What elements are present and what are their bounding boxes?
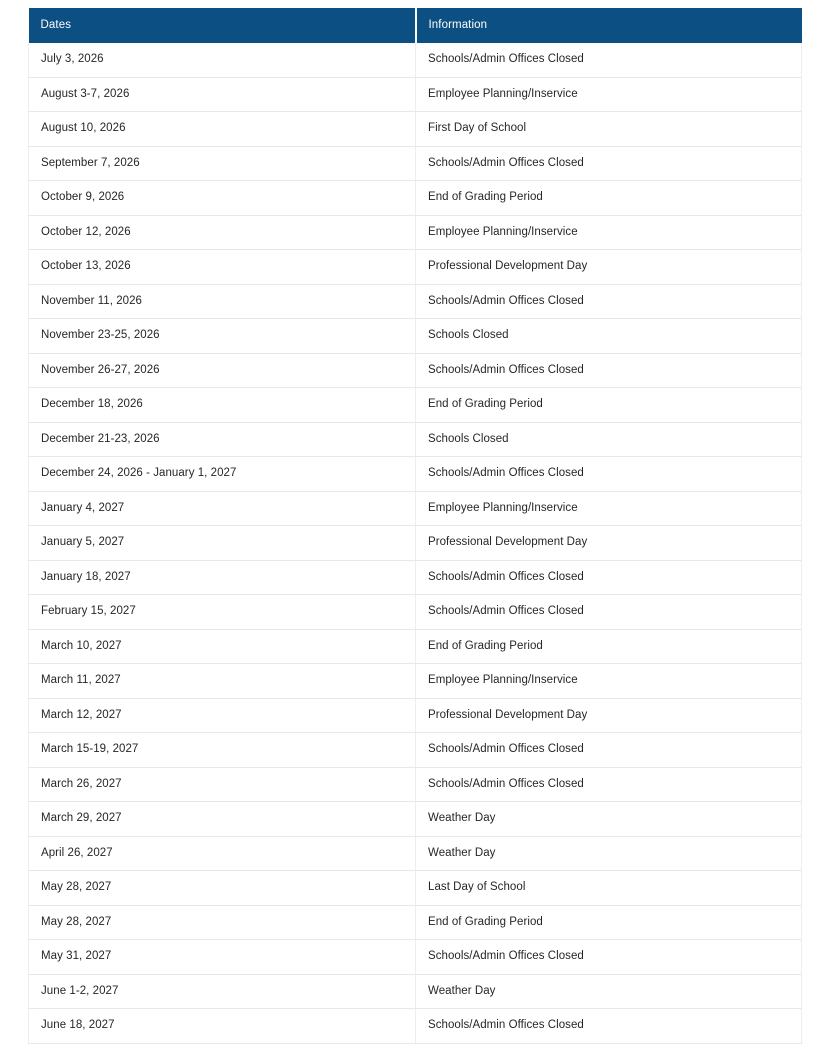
cell-date: October 13, 2026 [29, 250, 416, 285]
cell-information: End of Grading Period [416, 388, 802, 423]
cell-date: August 10, 2026 [29, 112, 416, 147]
cell-date: January 5, 2027 [29, 526, 416, 561]
cell-date: December 18, 2026 [29, 388, 416, 423]
table-row [29, 457, 802, 492]
table-row [29, 836, 802, 871]
cell-date: March 10, 2027 [29, 629, 416, 664]
cell-information: Employee Planning/Inservice [416, 664, 802, 699]
cell-date: November 11, 2026 [29, 284, 416, 319]
table-row [29, 250, 802, 285]
table-row [29, 181, 802, 216]
table-header [29, 8, 802, 43]
cell-date: January 4, 2027 [29, 491, 416, 526]
cell-date: March 15-19, 2027 [29, 733, 416, 768]
cell-information: End of Grading Period [416, 629, 802, 664]
table-row [29, 146, 802, 181]
table-row [29, 664, 802, 699]
cell-date: August 3-7, 2026 [29, 77, 416, 112]
cell-date: November 26-27, 2026 [29, 353, 416, 388]
cell-date: May 28, 2027 [29, 871, 416, 906]
cell-date: May 28, 2027 [29, 905, 416, 940]
table-row [29, 284, 802, 319]
table-row [29, 491, 802, 526]
table-row [29, 871, 802, 906]
cell-information: Schools/Admin Offices Closed [416, 284, 802, 319]
table-row [29, 1009, 802, 1044]
table-row [29, 905, 802, 940]
school-calendar-table [28, 8, 802, 1044]
cell-information: Schools/Admin Offices Closed [416, 457, 802, 492]
cell-information: Schools/Admin Offices Closed [416, 353, 802, 388]
cell-information: Schools/Admin Offices Closed [416, 1009, 802, 1044]
table-row [29, 767, 802, 802]
cell-date: June 18, 2027 [29, 1009, 416, 1044]
cell-information: Employee Planning/Inservice [416, 77, 802, 112]
cell-information: Schools Closed [416, 319, 802, 354]
cell-date: February 15, 2027 [29, 595, 416, 630]
table-row [29, 940, 802, 975]
cell-information: Schools/Admin Offices Closed [416, 595, 802, 630]
table-row [29, 595, 802, 630]
cell-date: December 21-23, 2026 [29, 422, 416, 457]
cell-date: October 9, 2026 [29, 181, 416, 216]
cell-information: Last Day of School [416, 871, 802, 906]
cell-date: October 12, 2026 [29, 215, 416, 250]
cell-information: Schools/Admin Offices Closed [416, 940, 802, 975]
cell-information: Employee Planning/Inservice [416, 215, 802, 250]
cell-information: Schools Closed [416, 422, 802, 457]
table-row [29, 698, 802, 733]
cell-information: Weather Day [416, 836, 802, 871]
cell-information: Professional Development Day [416, 526, 802, 561]
table-row [29, 319, 802, 354]
cell-information: Employee Planning/Inservice [416, 491, 802, 526]
table-row [29, 974, 802, 1009]
cell-date: March 12, 2027 [29, 698, 416, 733]
table-body [29, 43, 802, 1043]
cell-information: Professional Development Day [416, 698, 802, 733]
table-row [29, 215, 802, 250]
table-row [29, 112, 802, 147]
cell-information: Schools/Admin Offices Closed [416, 767, 802, 802]
table-row [29, 526, 802, 561]
cell-date: July 3, 2026 [29, 43, 416, 77]
cell-date: November 23-25, 2026 [29, 319, 416, 354]
cell-date: January 18, 2027 [29, 560, 416, 595]
cell-date: March 11, 2027 [29, 664, 416, 699]
cell-information: Schools/Admin Offices Closed [416, 146, 802, 181]
cell-date: May 31, 2027 [29, 940, 416, 975]
table-row [29, 353, 802, 388]
cell-date: March 29, 2027 [29, 802, 416, 837]
cell-information: Schools/Admin Offices Closed [416, 733, 802, 768]
cell-information: Weather Day [416, 974, 802, 1009]
column-header-dates[interactable]: Dates [29, 8, 416, 43]
cell-date: September 7, 2026 [29, 146, 416, 181]
cell-date: December 24, 2026 - January 1, 2027 [29, 457, 416, 492]
cell-information: First Day of School [416, 112, 802, 147]
cell-date: June 1-2, 2027 [29, 974, 416, 1009]
table-row [29, 733, 802, 768]
cell-information: End of Grading Period [416, 181, 802, 216]
table-row [29, 422, 802, 457]
table-row [29, 388, 802, 423]
table-row [29, 77, 802, 112]
table-row [29, 43, 802, 77]
table-row [29, 560, 802, 595]
cell-information: Schools/Admin Offices Closed [416, 560, 802, 595]
table-header-row [29, 8, 802, 43]
cell-information: Professional Development Day [416, 250, 802, 285]
table-row [29, 629, 802, 664]
cell-information: Schools/Admin Offices Closed [416, 43, 802, 77]
column-header-information[interactable]: Information [416, 8, 802, 43]
cell-date: March 26, 2027 [29, 767, 416, 802]
table-row [29, 802, 802, 837]
cell-information: End of Grading Period [416, 905, 802, 940]
cell-date: April 26, 2027 [29, 836, 416, 871]
cell-information: Weather Day [416, 802, 802, 837]
